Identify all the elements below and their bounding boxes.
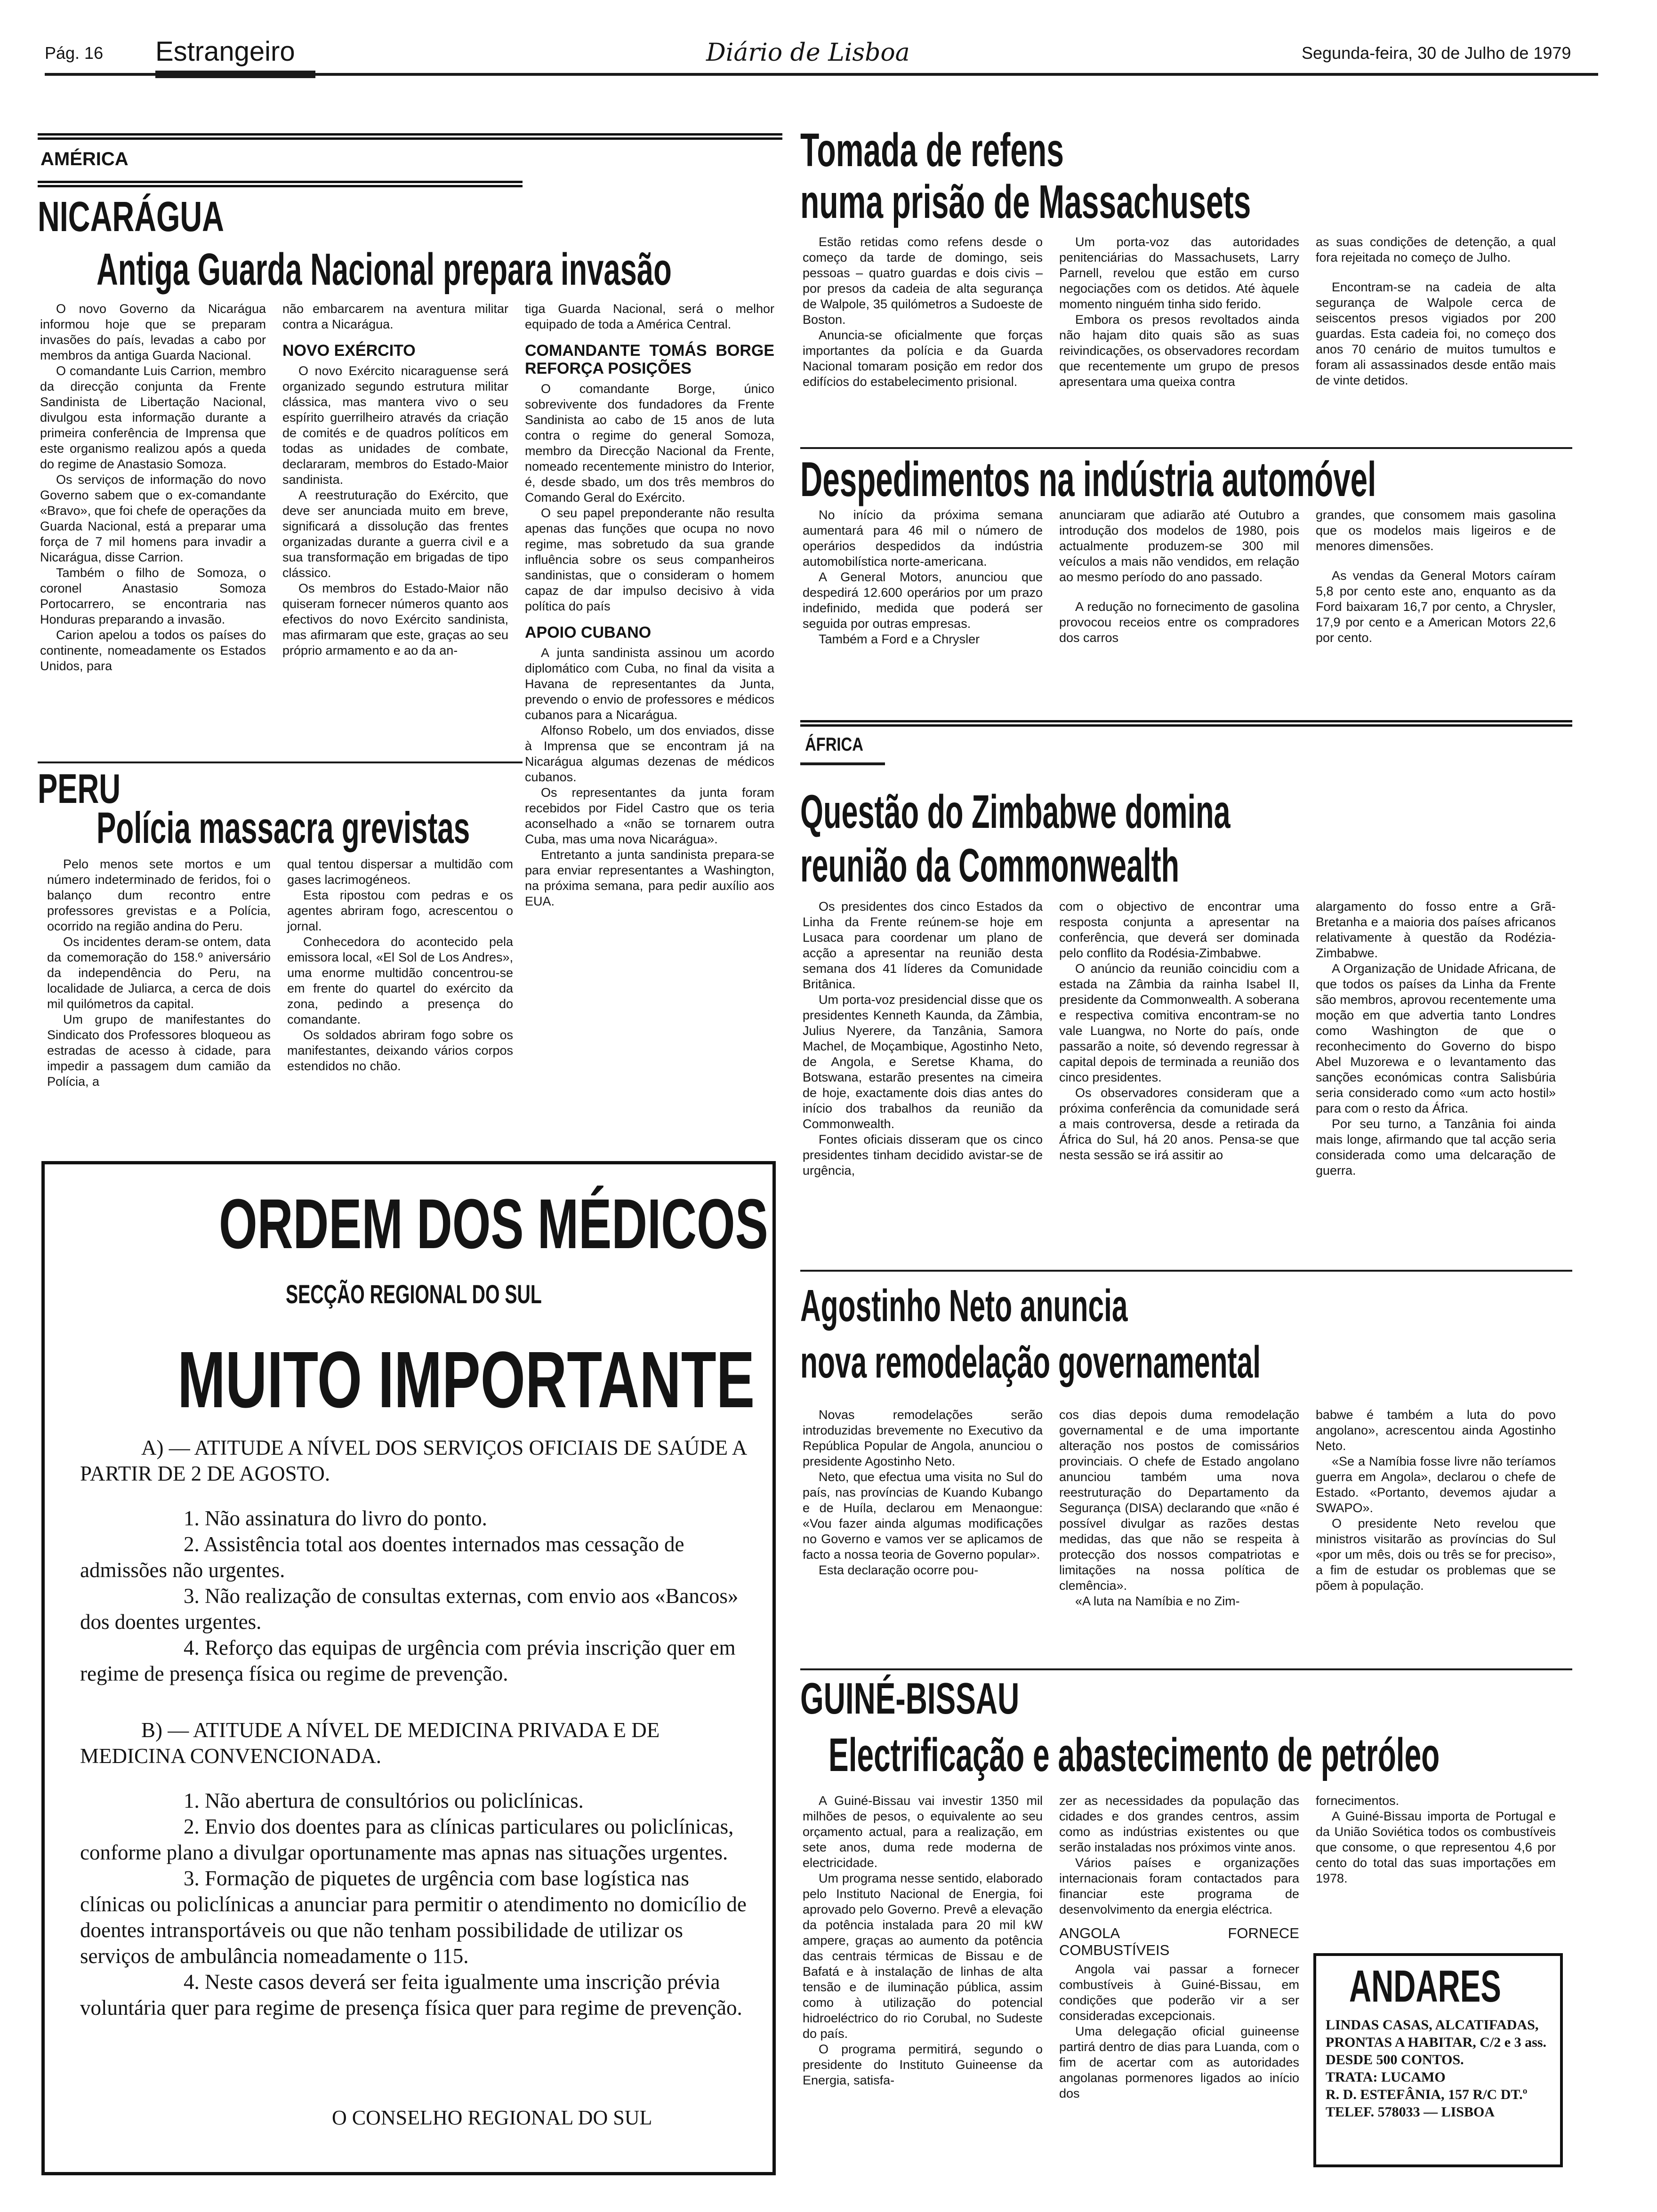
nicaragua-col2: não embarcarem na aventura militar contra a Nicarágua. NOVO EXÉRCITO O novo Exército nicaraguense será organizado segundo estrutura militar clássica, mas mantera vivo o seu espírito guerrilheiro através da criação de comités e de quadros políticos em todas as unidades de combate, declararam, membros do Estado-Maior sandinista. A reestruturação do Exército, que deve ser anunciada muito em breve, significará a dissolução das frentes organizadas durante a guerra civil e a sua transformação em brigadas de tipo clássico. Os membros do Estado-Maior não quiseram fornecer números quanto aos efectivos do novo Exército sandinista, mas afirmaram que este, graças ao seu próprio armamento e ao da an- bbox=[282, 302, 508, 657]
america-label: AMÉRICA bbox=[40, 149, 129, 169]
subhead-angola-combustiveis: ANGOLA FORNECE COMBUSTÍVEIS bbox=[1059, 1925, 1299, 1958]
angola-top-rule bbox=[800, 1270, 1572, 1272]
guine-top-rule bbox=[800, 1668, 1572, 1670]
nicaragua-col1: O novo Governo da Nicarágua informou hoje que se preparam invasões do país, levadas a cabo por membros da antiga Guarda Nacional. O comandante Luis Carrion, membro da direcção conjunta da Frente Sandinista de Libertação Nacional, divulgou esta informação durante a primeira conferência de Imprensa que este organismo realizou após a queda do regime de Anastasio Somoza. Os serviços de informação do novo Governo sabem que o ex-comandante «Bravo», que foi chefe de operações da Guarda Nacional, está a preparar uma força de 7 mil homens para invadir a Nicarágua, disse Carrion. Também o filho de Somoza, o coronel Anastasio Somoza Portocarrero, se encontraria nas Honduras preparando a invasão. Carion apelou a todos os países do continente, nomeadamente os Estados Unidos, para bbox=[40, 302, 266, 673]
angola-col1: Novas remodelações serão introduzidas brevemente no Executivo da República Popular de Angola, anunciou o presidente Agostinho Neto. Neto, que efectua uma visita no Sul do país, nas províncias de Kuando Kubango e de Huíla, declarou em Menaongue: «Vou fazer ainda algumas modificações no Governo e vamos ver se aplicamos de facto a nossa teoria de Governo popular». Esta declaração ocorre pou- bbox=[803, 1408, 1043, 1577]
peru-col2: qual tentou dispersar a multidão com gases lacrimogéneos. Esta ripostou com pedras e os agentes abriram fogo, acrescentou o jornal. Conhecedora do acontecido pela emissora local, «El Sol de Los Andres», uma enorme multidão concentrou-se em frente do quartel do exército da zona, pedindo a presença do comandante. Os soldados abriram fogo sobre os manifestantes, deixando vários corpos estendidos no chão. bbox=[287, 857, 513, 1073]
nicaragua-col3: tiga Guarda Nacional, será o melhor equipado de toda a América Central. COMANDANTE TOMÁS BORGE REFORÇA POSIÇÕES O comandante Borge, único sobrevivente dos fundadores da Frente Sandinista ao cabo de 15 anos de luta contra o regime do general Somoza, membro da Direcção Nacional da Frente, nomeado recentemente ministro do Interior, é, desde sbado, um dos três membros do Comando Geral do Exército. O seu papel preponderante não resulta apenas das funções que ocupa no novo regime, mas sobretudo da sua grande influência sobre os seus companheiros sandinistas, que o consideram o homem capaz de dar impulso decisivo à vida política do país APOIO CUBANO A junta sandinista assinou um acordo diplomático com Cuba, no final da visita a Havana de representantes da Junta, prevendo o envio de professores e médicos cubanos para a Nicarágua. Alfonso Robelo, um dos enviados, disse à Imprensa que se encontram já na Nicarágua algumas dezenas de médicos cubanos. Os representantes da junta foram recebidos por Fidel Castro que os teria aconselhado a «não se tornarem outra Cuba, mas uma nova Nicarágua». Entretanto a junta sandinista prepara-se para enviar representantes a Washington, na próxima semana, para pedir auxílio aos EUA. bbox=[525, 302, 774, 908]
automovel-col3: grandes, que consomem mais gasolina que os modelos mais ligeiros e de menores dimensões. As vendas da General Motors caíram 5,8 por cento este ano, enquanto as da Ford baixaram 16,7 por cento, a Chrysler, 17,9 por cento e a American Motors 22,6 por cento. bbox=[1316, 508, 1556, 645]
subhead-novo-exercito: NOVO EXÉRCITO bbox=[282, 342, 416, 360]
ad-section-a: A) — ATITUDE A NÍVEL DOS SERVIÇOS OFICIAIS DE SAÚDE A PARTIR DE 2 DE AGOSTO. 1. Não assinatura do livro do ponto. 2. Assistência total aos doentes internados mas cessação de admissões não urgentes. 3. Não realização de consultas externas, com envio aos «Bancos» dos doentes urgentes. 4. Reforço das equipas de urgência com prévia inscrição quer em regime de presença física ou regime de prevenção. bbox=[80, 1436, 746, 1685]
subhead-tomas-borge: COMANDANTE TOMÁS BORGE REFORÇA POSIÇÕES bbox=[525, 342, 774, 377]
andares-body: LINDAS CASAS, ALCATIFADAS, PRONTAS A HABITAR, C/2 e 3 ass. DESDE 500 CONTOS. TRATA: LUCAMO R. D. ESTEFÂNIA, 157 R/C DT.º TELEF. 578033 — LISBOA bbox=[1326, 2017, 1546, 2120]
ordem-medicos-ad bbox=[41, 1161, 776, 2175]
peru-kicker: PERU bbox=[38, 765, 121, 812]
guine-col1: A Guiné-Bissau vai investir 1350 mil milhões de pesos, o equivalente ao seu orçamento actual, para a realização, em sete anos, duma rede moderna de electricidade. Um programa nesse sentido, elaborado pelo Instituto Nacional de Energia, foi aprovado pelo Governo. Prevê a elevação da potência instalada para 20 mil kW ampere, graças ao aumento da potência das centrais térmicas de Bissau e de Bafatá e à instalação de linhas de alta tensão e de iluminação pública, assim como à utilização do potencial hidroeléctrico do rio Corubal, no Sudeste do país. O programa permitirá, segundo o presidente do Instituto Guineense da Energia, satisfa- bbox=[803, 1794, 1043, 2087]
andares-title: ANDARES bbox=[1349, 1961, 1501, 2012]
africa-label: ÁFRICA bbox=[805, 734, 863, 755]
header-rule-accent bbox=[155, 71, 315, 78]
zimbabwe-headline-1: Questão do Zimbabwe domina bbox=[800, 785, 1231, 838]
america-bottom-rule bbox=[38, 181, 523, 187]
peru-col1: Pelo menos sete mortos e um número indeterminado de feridos, foi o balanço dum recontro entre professores grevistas e a Polícia, ocorrido na região andina do Peru. Os incidentes deram-se ontem, data da comemoração do 158.º aniversário da independência do Peru, na localidade de Juliarca, a cerca de dois mil quilómetros da capital. Um grupo de manifestantes do Sindicato dos Professores bloqueou as estradas de acesso à cidade, para impedir a passagem dum camião da Polícia, a bbox=[47, 857, 271, 1089]
zimbabwe-col2: com o objectivo de encontrar uma resposta conjunta a apresentar na conferência, que deverá ser dominada pelo conflito da Rodésia-Zimbabwe. O anúncio da reunião coincidiu com a estada na Zâmbia da rainha Isabel II, presidente da Commonwealth. A soberana e respectiva comitiva encontram-se no vale Luangwa, no Norte do país, onde passarão a noite, só devendo regressar à capital depois de terminada a reunião dos cinco presidentes. Os observadores consideram que a próxima conferência da comunidade será a mais controversa, desde a retirada da África do Sul, há 20 anos. Pensa-se que nesta sessão se irá assitir ao bbox=[1059, 899, 1299, 1162]
africa-label-rule bbox=[800, 762, 885, 765]
massachusetts-col1: Estão retidas como refens desde o começo da tarde de domingo, seis pessoas – quatro guardas e dois civis – por presos da cadeia de alta segurança de Walpole, 35 quilómetros a Sudoeste de Boston. Anuncia-se oficialmente que forças importantes da polícia e da Guarda Nacional tomaram posição em redor dos edifícios do estabelecimento prisional. bbox=[803, 235, 1043, 389]
guine-col3: fornecimentos. A Guiné-Bissau importa de Portugal e da União Soviética todos os combustíveis que consome, o que representou 4,6 por cento do total das suas importações em 1978. bbox=[1316, 1794, 1556, 1885]
subhead-apoio-cubano: APOIO CUBANO bbox=[525, 624, 652, 641]
andares-ad bbox=[1313, 1953, 1563, 2167]
africa-top-rule bbox=[800, 720, 1572, 727]
zimbabwe-col1: Os presidentes dos cinco Estados da Linha da Frente reúnem-se hoje em Lusaca para coordenar um plano de acção a apresentar na reunião desta semana dos 41 líderes da Comunidade Britânica. Um porta-voz presidencial disse que os presidentes Kenneth Kaunda, da Zâmbia, Julius Nyerere, da Tanzânia, Samora Machel, de Moçambique, Agostinho Neto, de Angola, e Seretse Khama, do Botswana, estarão presentes na cimeira de hoje, exactamente dois dias antes do início dos trabalhos da reunião da Commonwealth. Fontes oficiais disseram que os cinco presidentes tinham decidido avistar-se de urgência, bbox=[803, 899, 1043, 1178]
zimbabwe-col3: alargamento do fosso entre a Grã-Bretanha e a maioria dos países africanos relativamente à questão da Rodézia-Zimbabwe. A Organização de Unidade Africana, de que todos os países da Linha da Frente são membros, aprovou recentemente uma moção em que advertia tanto Londres como Washington de que o reconhecimento do Governo do bispo Abel Muzorewa e o levantamento das sanções económicas contra Salisbúria seria considerado como «um acto hostil» para com o resto da África. Por seu turno, a Tanzânia foi ainda mais longe, afirmando que tal acção seria considerada como uma delcaração de guerra. bbox=[1316, 899, 1556, 1178]
massachusetts-headline-2: numa prisão de Massachusets bbox=[800, 176, 1251, 228]
ad-section-b: B) — ATITUDE A NÍVEL DE MEDICINA PRIVADA E DE MEDICINA CONVENCIONADA. 1. Não abertura de consultórios ou policlínicas. 2. Envio dos doentes para as clínicas particulares ou policlínicas, conforme plano a divulgar oportunamente mas apnas nas situações urgentes. 3. Formação de piquetes de urgência com base logística nas clínicas ou policlínicas a anunciar para permitir o atendimento no domicílio de doentes intransportáveis ou que não tenham possibilidade de utilizar os serviços de ambulância nomeadamente o 115. 4. Neste casos deverá ser feita igualmente uma inscrição prévia voluntária quer para regime de presença física quer para regime de prevenção. bbox=[80, 1718, 747, 2020]
nicaragua-headline: Antiga Guarda Nacional prepara invasão bbox=[97, 244, 672, 295]
automovel-top-rule bbox=[800, 447, 1572, 449]
automovel-headline: Despedimentos na indústria automóvel bbox=[800, 452, 1376, 507]
ad-signature: O CONSELHO REGIONAL DO SUL bbox=[332, 2106, 652, 2129]
ad-title: ORDEM DOS MÉDICOS bbox=[219, 1184, 768, 1263]
date-line: Segunda-feira, 30 de Julho de 1979 bbox=[1302, 43, 1571, 63]
guine-col2: zer as necessidades da população das cidades e dos grandes centros, assim como as indústrias existentes ou que serão instaladas nos próximos vinte anos. Vários países e organizações internacionais foram contactados para financiar este programa de desenvolvimento da energia eléctrica. ANGOLA FORNECE COMBUSTÍVEIS Angola vai passar a fornecer combustíveis à Guiné-Bissau, em condições que poderão vir a ser consideradas excepcionais. Uma delegação oficial guineense partirá dentro de dias para Luanda, com o fim de acertar com as autoridades angolanas pormenores ligados ao início dos bbox=[1059, 1794, 1299, 2100]
page-header bbox=[0, 0, 1657, 94]
peru-headline: Polícia massacra grevistas bbox=[97, 803, 470, 852]
ad-banner: MUITO IMPORTANTE bbox=[177, 1335, 755, 1425]
america-top-rule bbox=[38, 133, 782, 140]
massachusetts-col2: Um porta-voz das autoridades penitenciárias do Massachusets, Larry Parnell, revelou que estão em curso negociações com os detidos. Até àquele momento ninguém tinha sido ferido. Embora os presos revoltados ainda não hajam dito quais são as suas reivindicações, os observadores recordam que recentemente um grupo de presos apresentara uma queixa contra bbox=[1059, 235, 1299, 389]
ad-subtitle: SECÇÃO REGIONAL DO SUL bbox=[286, 1279, 542, 1309]
zimbabwe-headline-2: reunião da Commonwealth bbox=[800, 839, 1180, 892]
angola-headline-2: nova remodelação governamental bbox=[800, 1337, 1261, 1387]
angola-headline-1: Agostinho Neto anuncia bbox=[800, 1281, 1128, 1331]
massachusetts-headline-1: Tomada de refens bbox=[800, 124, 1064, 176]
section-name: Estrangeiro bbox=[155, 36, 295, 67]
massachusetts-col3: as suas condições de detenção, a qual fora rejeitada no começo de Julho. Encontram-se na cadeia de alta segurança de Walpole cerca de seiscentos presos vigiados por 200 guardas. Esta cadeia foi, no começo dos anos 70 cenário de muitos tumultos e foram ali assassinados desde então mais de vinte detidos. bbox=[1316, 235, 1556, 387]
peru-top-rule bbox=[38, 761, 523, 763]
guine-kicker: GUINÉ-BISSAU bbox=[800, 1674, 1020, 1723]
angola-col3: babwe é também a luta do povo angolano», acrescentou ainda Agostinho Neto. «Se a Namíbia fosse livre não teríamos guerra em Angola», declarou o chefe de Estado. «Portanto, devemos ajudar a SWAPO». O presidente Neto revelou que ministros visitarão as províncias do Sul «por um mês, dois ou três se for preciso», a fim de estudar os problemas que se põem à população. bbox=[1316, 1408, 1556, 1593]
nicaragua-kicker: NICARÁGUA bbox=[38, 193, 224, 240]
masthead: Diário de Lisboa bbox=[706, 39, 910, 67]
page-number: Pág. 16 bbox=[45, 43, 104, 63]
automovel-col2: anunciaram que adiarão até Outubro a introdução dos modelos de 1980, pois actualmente produzem-se 300 mil veículos a mais não vendidos, em relação ao mesmo período do ano passado. A redução no fornecimento de gasolina provocou receios entre os compradores dos carros bbox=[1059, 508, 1299, 645]
guine-headline: Electrificação e abastecimento de petróleo bbox=[828, 1729, 1440, 1781]
automovel-col1: No início da próxima semana aumentará para 46 mil o número de operários despedidos da indústria automobilística norte-americana. A General Motors, anunciou que despedirá 12.600 operários por um prazo indefinido, medida que poderá ser seguida por outras empresas. Também a Ford e a Chrysler bbox=[803, 508, 1043, 646]
angola-col2: cos dias depois duma remodelação governamental e de uma importante alteração nos postos de comissários provinciais. O chefe de Estado angolano anunciou também uma nova reestruturação do Departamento da Segurança (DISA) declarando que «não é possível divulgar as razões destas medidas, das que não se respeita à protecção dos nossos compatriotas e limitações na nossa política de clemência». «A luta na Namíbia e no Zim- bbox=[1059, 1408, 1299, 1608]
